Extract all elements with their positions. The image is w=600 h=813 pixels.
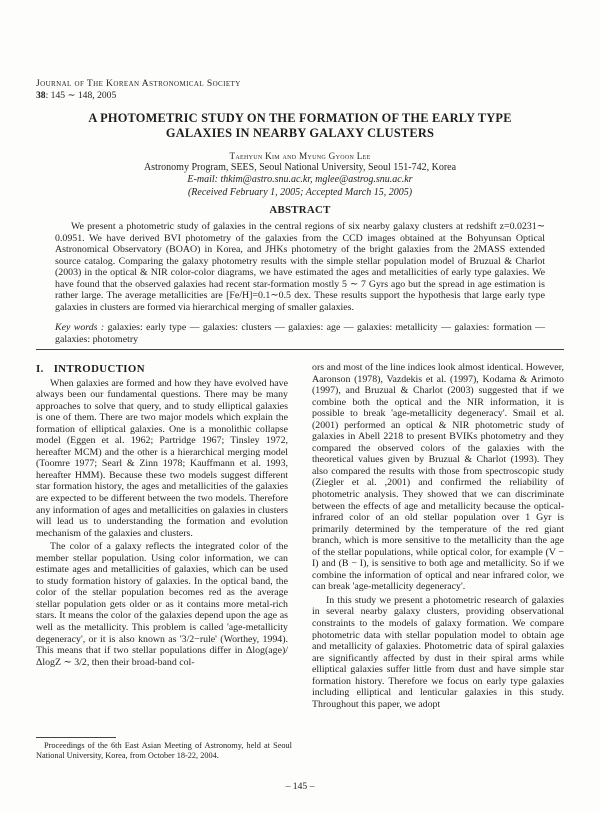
section-heading [36, 364, 288, 376]
header-divider [36, 349, 564, 350]
abstract-text: We present a photometric study of galaxies in the central regions of six nearby galaxy clusters at redshift z=0.0231∼ 0.0951. We have derived BVI photometry of the galaxies from the CCD images obtained at the Bohyunsan Optical Astronomical Observatory (BOAO) in Korea, and JHKs photometry of the bright galaxies from the 2MASS extended source catalog. Comparing the galaxy photometry results with the simple stellar population model of Bruzual & Charlot (2003) in the optical & NIR color-color diagrams, we have estimated the ages and metallicities of early type galaxies. We have found that the observed galaxies had recent star-formation mostly 5 ∼ 7 Gyrs ago but the spread in age estimation is rather large. The average metallicities are [Fe/H]=0.1∼0.5 dex. These results support the hypothesis that large early type galaxies in clusters are formed via hierarchical merging of smaller galaxies. [55, 221, 545, 313]
journal-name: Journal of The Korean Astronomical Society [36, 78, 241, 89]
section-title: INTRODUCTION [53, 363, 145, 375]
section-number: I. [36, 363, 44, 375]
author-names: Taehyun Kim and Myung Gyoon Lee [229, 151, 371, 161]
abstract [55, 221, 545, 345]
paragraph: When galaxies are formed and how they have evolved have always been our fundamental questions. There may be many approaches to solve that query, and to study elliptical galaxies is one of them. There are two major models which explain the formation of elliptical galaxies. One is a monolithic collapse model (Eggen et al. 1962; Partridge 1967; Tinsley 1972, hereafter MCM) and the other is a hierarchical merging model (Toomre 1977; Searl & Zinn 1978; Kauffmann et al. 1993, hereafter HMM). Because these two models suggest different star formation history, the ages and metallicities of the galaxies are expected to be different between the two models. Therefore any information of ages and metallicities on galaxies in clusters will lead us to understanding the formation and evolution mechanism of the galaxies and clusters. [36, 377, 288, 539]
paper-title [40, 111, 560, 141]
keywords-label: Key words : [55, 322, 105, 333]
page-number: – 145 – [285, 781, 315, 792]
title-line-2: GALAXIES IN NEARBY GALAXY CLUSTERS [165, 126, 435, 140]
keywords [55, 322, 545, 345]
abstract-heading: ABSTRACT [269, 204, 331, 216]
email: E-mail: thkim@astro.snu.ac.kr, mglee@astrog.snu.ac.kr [187, 174, 413, 186]
title-line-1: A PHOTOMETRIC STUDY ON THE FORMATION OF THE EARLY TYPE [88, 111, 512, 125]
page-range: : 145 ∼ 148, 2005 [45, 90, 117, 101]
author-block [40, 150, 560, 199]
footnote-divider [36, 737, 116, 738]
keywords-text: galaxies: early type — galaxies: clusters — galaxies: age — galaxies: metallicity — galaxies: formation — galaxies: photometry [55, 322, 546, 345]
right-column [312, 362, 564, 710]
journal-header [36, 78, 241, 102]
volume-number: 38 [36, 90, 46, 101]
paragraph: ors and most of the line indices look almost identical. However, Aaronson (1978), Vazdekis et al. (1997), Kodama & Arimoto (1997), and Bruzual & Charlot (2003) suggested that if we combine both the optical and the NIR information, it is possible to break 'age-metallicity degeneracy'. Smail et al. (2001) performed an optical & NIR photometric study of galaxies in Abell 2218 to present BVIKs photometry and they compared the observed colors of the galaxies with the theoretical values given by Bruzual & Charlot (1993). They also compared the results with those from spectroscopic study (Ziegler et al. ,2001) and confirmed the reliability of photometric analysis. They showed that we can discriminate between the effects of age and metallicity because the optical-infrared color of an old stellar population over 1 Gyr is primarily determined by the temperature of the red giant branch, which is more sensitive to the metallicity than the age of the stellar populations, while optical color, for example (V − I) and (B − I), is sensitive to both age and metallicity. So if we combine the information of optical and near infrared color, we can break 'age-metallicity degeneracy'. [312, 362, 564, 593]
journal-volume-line [36, 90, 241, 102]
footnote: Proceedings of the 6th East Asian Meeting of Astronomy, held at Seoul National University, Korea, from October 18-22, 2004. [36, 741, 292, 760]
received-dates: (Received February 1, 2005; Accepted March 15, 2005) [187, 186, 413, 198]
paragraph: In this study we present a photometric research of galaxies in several nearby galaxy clusters, providing observational constraints to the models of galaxy formation. We compare photometric data with stellar population model to obtain age and metallicity of galaxies. Photometric data of spiral galaxies are significantly affected by dust in their spiral arms while elliptical galaxies suffer little from dust and have simple star formation history. Therefore we focus on early type galaxies including elliptical and lenticular galaxies in this study. Throughout this paper, we adopt [312, 594, 564, 710]
left-column [36, 364, 288, 668]
paragraph: The color of a galaxy reflects the integrated color of the member stellar population. Using color information, we can estimate ages and metallicities of galaxies, which can be used to study formation history of galaxies. In the optical band, the color of the stellar population becomes red as the average stellar population gets older or as it contains more metal-rich stars. It means the color of the galaxies depend upon the age as well as the metallicity. This problem is called 'age-metallicity degeneracy', or it is also known as '3/2−rule' (Worthey, 1994). This means that if two stellar populations differ in Δlog(age)/ΔlogZ ∼ 3/2, then their broad-band col- [36, 541, 288, 668]
affiliation: Astronomy Program, SEES, Seoul National University, Seoul 151-742, Korea [143, 162, 457, 174]
